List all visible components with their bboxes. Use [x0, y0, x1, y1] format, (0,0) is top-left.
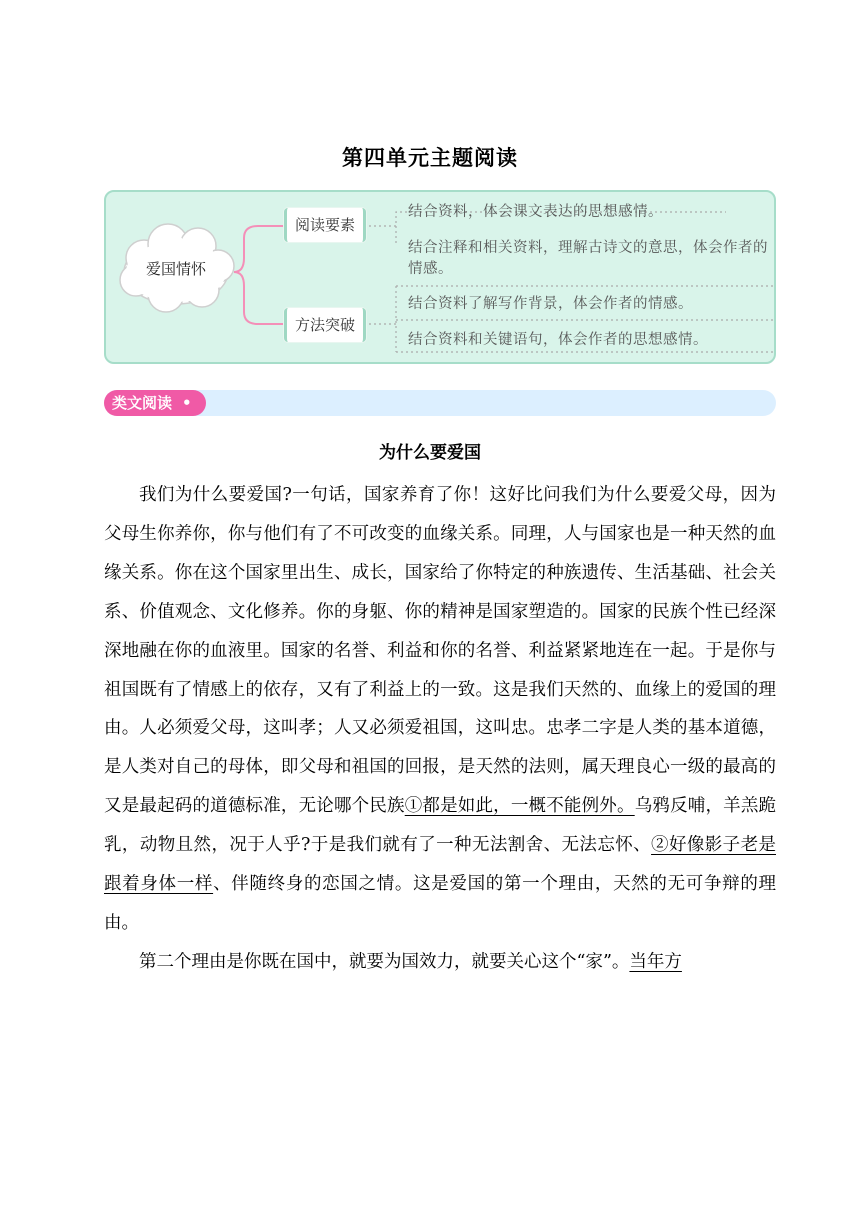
- section-tag-label: 类文阅读: [112, 394, 173, 412]
- mindmap-center-label: 爱国情怀: [145, 260, 206, 278]
- text-run: 乌鸦反哺，羊羔跪乳，动物且然，况于人乎?于是我们就有了一种无法割舍、无法忘怀、: [104, 796, 777, 856]
- underlined-phrase-1: ①都是如此，一概不能例外。: [404, 796, 635, 817]
- section-bar: [104, 390, 776, 416]
- text-run: 我们为什么要爱国?一句话，国家养育了你！这好比问我们为什么要爱父母，因为父母生你养你，你与他们有了不可改变的血缘关系。同理，人与国家也是一种天然的血缘关系。你在这个国家里出生、成长，国家给了你特定的种族遗传、生活基础、社会关系、价值观念、文化修养。你的身躯、你的精神是国家塑造的。国家的民族个性已经深深地融在你的血液里。国家的名誉、利益和你的名誉、利益紧紧地连在一起。于是你与祖国既有了情感上的依存，又有了利益上的一致。这是我们天然的、血缘上的爱国的理由。人必须爱父母，这叫孝；人又必须爱祖国，这叫忠。忠孝二字是人类的基本道德，是人类对自己的母体，即父母和祖国的回报，是天然的法则，属天理良心一级的最高的又是最起码的道德标准，无论哪个民族: [104, 485, 776, 817]
- article-title: 为什么要爱国: [379, 443, 481, 463]
- branch-method-breakthrough: 方法突破: [284, 308, 366, 342]
- dot-icon: •: [182, 394, 192, 412]
- article-body: [104, 476, 776, 982]
- leaf-item: 结合资料了解写作背景，体会作者的情感。: [408, 296, 693, 312]
- mind-map: [104, 190, 776, 364]
- underlined-phrase-3: 当年方: [629, 951, 682, 972]
- text-run: 、伴随终身的恋国之情。这是爱国的第一个理由，天然的无可争辩的理由。: [104, 874, 777, 933]
- underlined-phrase-2: ②好像影子老是跟着身体一样: [104, 835, 776, 895]
- leaf-item: 结合注释和相关资料，理解古诗文的意思，体会作者的情感。: [408, 240, 768, 277]
- branch-reading-elements: 阅读要素: [284, 208, 366, 242]
- paragraph-2: [104, 943, 776, 982]
- leaf-item: 结合资料和关键语句，体会作者的思想感情。: [408, 332, 708, 348]
- leaf-item: 结合资料，体会课文表达的思想感情。: [408, 204, 663, 220]
- text-run: 第二个理由是你既在国中，就要为国效力，就要关心这个“家”。: [139, 951, 630, 972]
- section-tag: [104, 390, 206, 416]
- paragraph-1: [104, 476, 776, 943]
- unit-title: 第四单元主题阅读: [342, 146, 518, 170]
